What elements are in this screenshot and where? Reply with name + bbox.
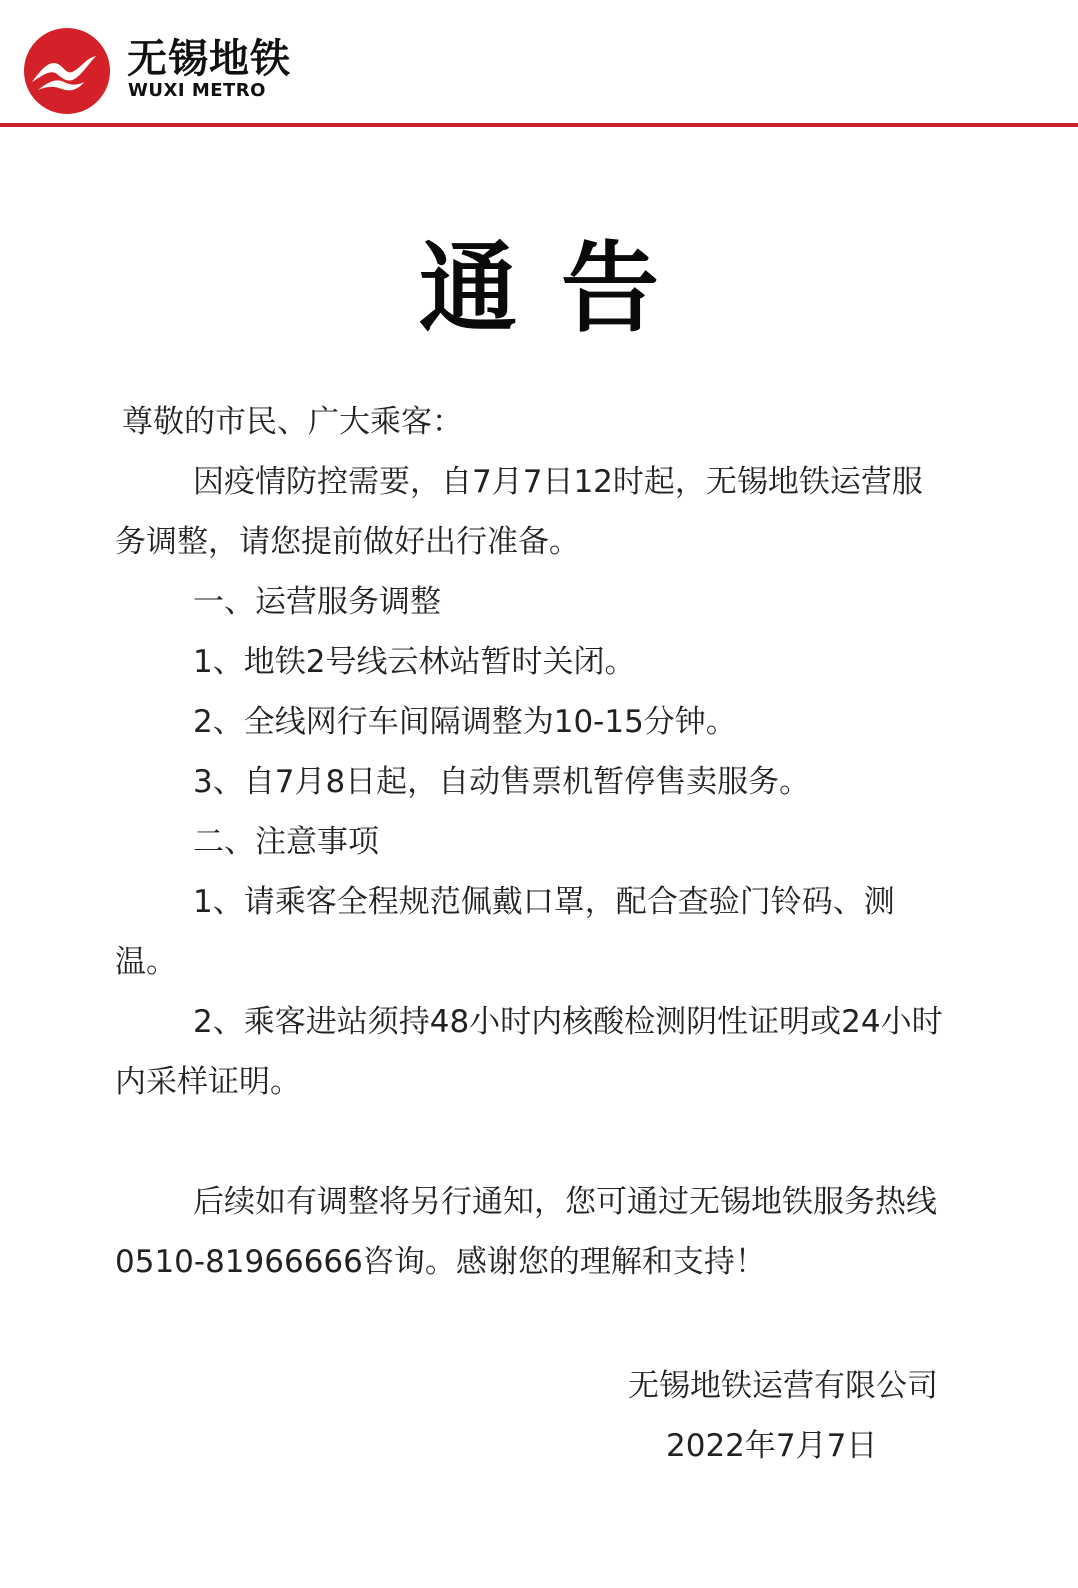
- signature-company: 无锡地铁运营有限公司: [628, 1368, 938, 1404]
- notice-title: 通告: [418, 232, 703, 346]
- wuxi-metro-logo-icon: [24, 28, 110, 114]
- logo-name-en: WUXI METRO: [128, 80, 266, 101]
- section-heading-notes: 二、注意事项: [193, 824, 379, 860]
- notice-body: [115, 392, 945, 1292]
- header-divider: [0, 123, 1078, 127]
- intro-paragraph: 因疫情防控需要，自7月7日12时起，无锡地铁运营服务调整，请您提前做好出行准备。: [115, 464, 923, 560]
- notes-item: 1、请乘客全程规范佩戴口罩，配合查验门铃码、测温。: [115, 884, 895, 980]
- letterhead: [0, 0, 1078, 126]
- operations-item: 2、全线网行车间隔调整为10-15分钟。: [193, 704, 737, 740]
- paragraph-gap: [115, 1112, 945, 1172]
- closing-paragraph: 后续如有调整将另行通知，您可通过无锡地铁服务热线0510-81966666咨询。感谢您的理解和支持！: [115, 1184, 937, 1280]
- salutation: 尊敬的市民、广大乘客：: [122, 404, 463, 440]
- operations-item: 3、自7月8日起，自动售票机暂停售卖服务。: [193, 764, 811, 800]
- operations-item: 1、地铁2号线云林站暂时关闭。: [193, 644, 636, 680]
- logo-name-cn: 无锡地铁: [127, 36, 291, 82]
- signature-date: 2022年7月7日: [666, 1428, 878, 1464]
- section-heading-operations: 一、运营服务调整: [193, 584, 441, 620]
- notes-item: 2、乘客进站须持48小时内核酸检测阴性证明或24小时内采样证明。: [115, 1004, 943, 1100]
